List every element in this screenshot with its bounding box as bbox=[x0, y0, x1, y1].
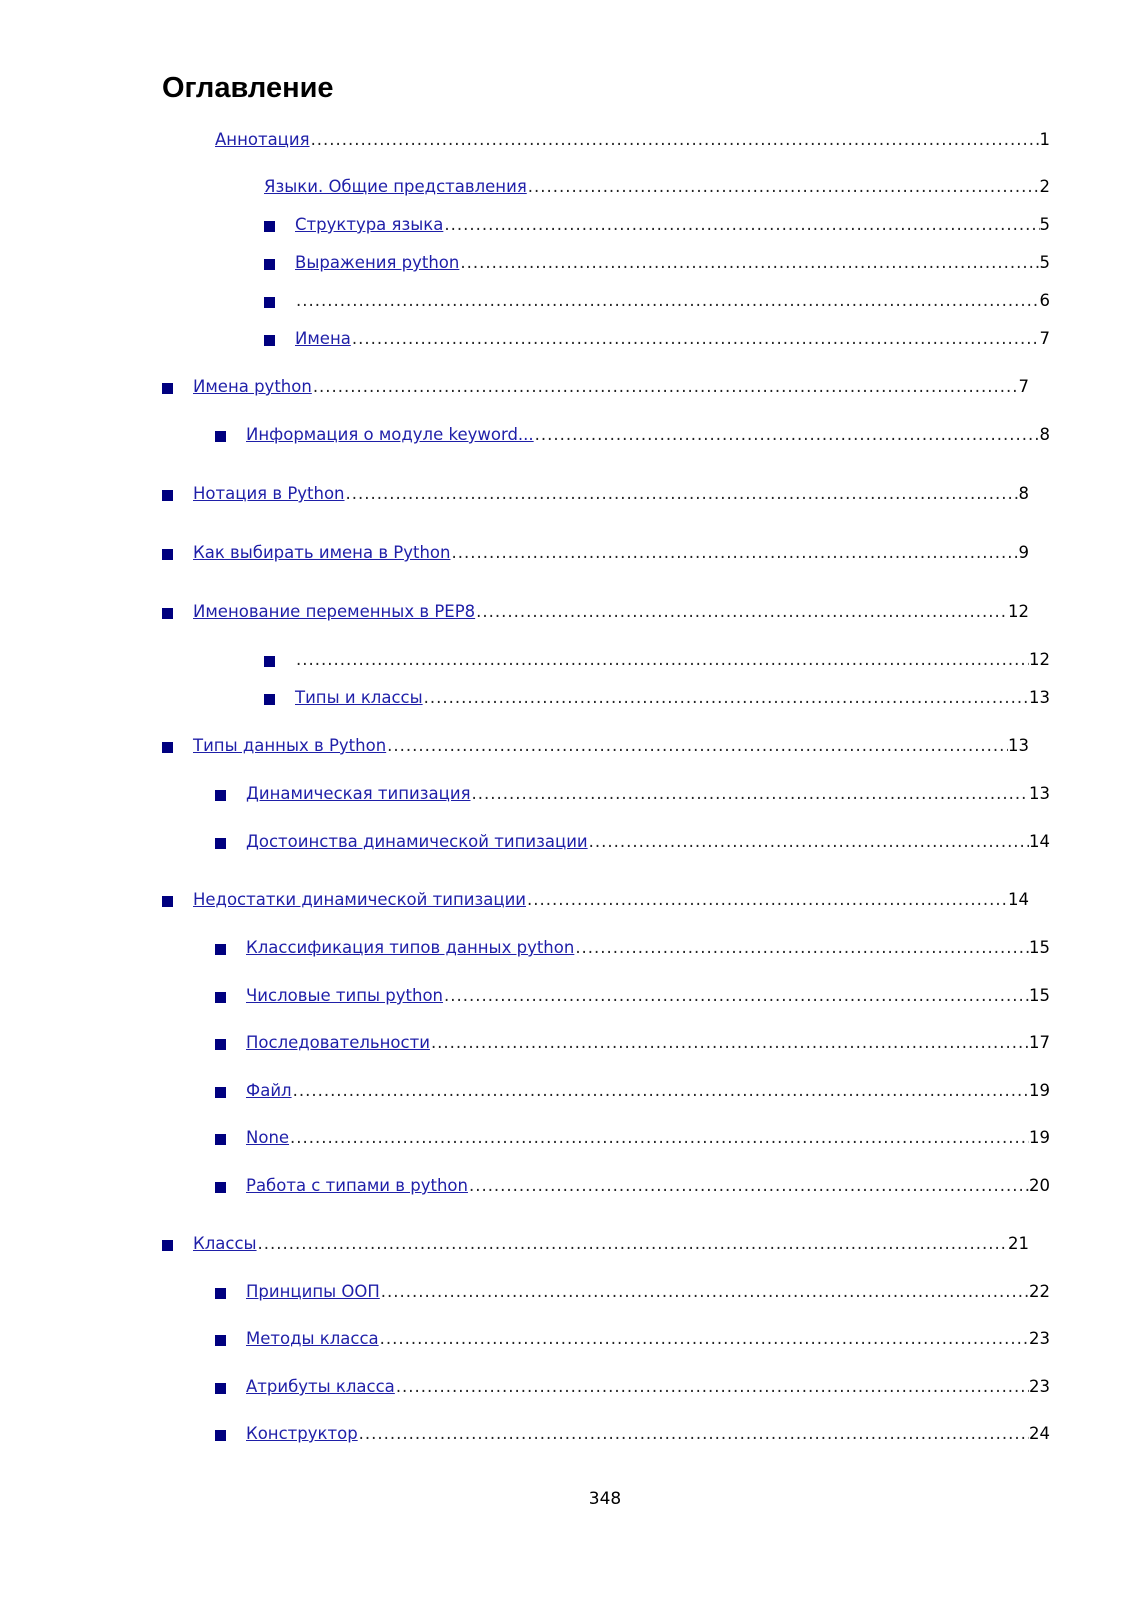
toc-entry[interactable] bbox=[264, 211, 1050, 235]
toc-entry-link[interactable]: Выражения python bbox=[295, 253, 460, 272]
toc-page-number: 7 bbox=[1039, 329, 1050, 348]
toc-page-number: 21 bbox=[1008, 1234, 1029, 1253]
toc-entry-link[interactable]: Динамическая типизация bbox=[246, 784, 471, 803]
dot-leader bbox=[574, 938, 1029, 958]
dot-leader bbox=[475, 602, 1008, 622]
toc-entry[interactable] bbox=[215, 934, 1050, 958]
square-bullet-icon bbox=[215, 1087, 226, 1098]
toc-entry-link[interactable]: Структура языка bbox=[295, 215, 444, 234]
square-bullet-icon bbox=[162, 742, 173, 753]
square-bullet-icon bbox=[215, 838, 226, 849]
toc-entry[interactable] bbox=[162, 732, 1029, 756]
square-bullet-icon bbox=[215, 1430, 226, 1441]
square-bullet-icon bbox=[162, 608, 173, 619]
square-bullet-icon bbox=[264, 221, 275, 232]
toc-page-number: 22 bbox=[1029, 1282, 1050, 1301]
square-bullet-icon bbox=[215, 992, 226, 1003]
toc-page-number: 2 bbox=[1039, 177, 1050, 196]
toc-entry[interactable] bbox=[162, 1230, 1029, 1254]
dot-leader bbox=[312, 377, 1019, 397]
toc-entry-link[interactable]: Нотация в Python bbox=[193, 484, 345, 503]
toc-entry-link[interactable]: Недостатки динамической типизации bbox=[193, 890, 527, 909]
toc-page-number: 12 bbox=[1029, 650, 1050, 669]
square-bullet-icon bbox=[215, 1134, 226, 1145]
toc-entry[interactable] bbox=[215, 1077, 1050, 1101]
toc-page-number: 9 bbox=[1018, 543, 1029, 562]
toc-entry-link[interactable]: Атрибуты класса bbox=[246, 1377, 395, 1396]
toc-entry-link[interactable]: Файл bbox=[246, 1081, 292, 1100]
toc-page-number: 24 bbox=[1029, 1424, 1050, 1443]
square-bullet-icon bbox=[162, 1240, 173, 1251]
toc-entry[interactable] bbox=[264, 646, 1050, 670]
toc-entry[interactable] bbox=[215, 1278, 1050, 1302]
toc-entry-link[interactable] bbox=[283, 652, 295, 670]
toc-entry[interactable] bbox=[264, 325, 1050, 349]
toc-entry[interactable] bbox=[215, 126, 1050, 150]
toc-entry-link[interactable]: Числовые типы python bbox=[246, 986, 444, 1005]
dot-leader bbox=[295, 650, 1029, 670]
dot-leader bbox=[351, 329, 1040, 349]
square-bullet-icon bbox=[162, 490, 173, 501]
toc-page-number: 14 bbox=[1008, 890, 1029, 909]
toc-entry[interactable] bbox=[215, 1124, 1050, 1148]
square-bullet-icon bbox=[215, 1335, 226, 1346]
dot-leader bbox=[471, 784, 1029, 804]
square-bullet-icon bbox=[264, 656, 275, 667]
square-bullet-icon bbox=[215, 1288, 226, 1299]
toc-entry[interactable] bbox=[215, 828, 1050, 852]
toc-page-number: 8 bbox=[1039, 425, 1050, 444]
dot-leader bbox=[443, 215, 1039, 235]
toc-page-number: 6 bbox=[1039, 291, 1050, 310]
toc-entry[interactable] bbox=[264, 287, 1050, 311]
square-bullet-icon bbox=[162, 896, 173, 907]
toc-entry-link[interactable]: Последовательности bbox=[246, 1033, 430, 1052]
dot-leader bbox=[443, 986, 1029, 1006]
dot-leader bbox=[345, 484, 1019, 504]
toc-entry[interactable] bbox=[215, 1373, 1050, 1397]
dot-leader bbox=[430, 1033, 1029, 1053]
square-bullet-icon bbox=[264, 694, 275, 705]
toc-page-number: 5 bbox=[1039, 215, 1050, 234]
page-title: Оглавление bbox=[162, 72, 334, 104]
toc-entry-link[interactable]: Информация о модуле keyword... bbox=[246, 425, 534, 444]
square-bullet-icon bbox=[215, 790, 226, 801]
toc-entry[interactable] bbox=[215, 1325, 1050, 1349]
toc-entry-link[interactable]: None bbox=[246, 1128, 290, 1147]
dot-leader bbox=[588, 832, 1029, 852]
toc-entry[interactable] bbox=[215, 1029, 1050, 1053]
square-bullet-icon bbox=[215, 431, 226, 442]
dot-leader bbox=[380, 1282, 1029, 1302]
toc-entry[interactable] bbox=[162, 480, 1029, 504]
dot-leader bbox=[379, 1329, 1029, 1349]
toc-entry-link[interactable]: Имена python bbox=[193, 377, 312, 396]
dot-leader bbox=[526, 890, 1008, 910]
toc-page-number: 23 bbox=[1029, 1329, 1050, 1348]
toc-entry[interactable] bbox=[264, 249, 1050, 273]
toc-page-number: 1 bbox=[1039, 130, 1050, 149]
toc-entry-link[interactable]: Методы класса bbox=[246, 1329, 379, 1348]
toc-entry-link[interactable]: Классификация типов данных python bbox=[246, 938, 575, 957]
toc-entry[interactable] bbox=[264, 173, 1050, 197]
toc-entry-link[interactable]: Аннотация bbox=[215, 130, 310, 149]
toc-entry[interactable] bbox=[162, 539, 1029, 563]
toc-page-number: 14 bbox=[1029, 832, 1050, 851]
square-bullet-icon bbox=[264, 259, 275, 270]
toc-entry[interactable] bbox=[215, 1172, 1050, 1196]
toc-page-number: 23 bbox=[1029, 1377, 1050, 1396]
toc-page-number: 19 bbox=[1029, 1081, 1050, 1100]
toc-entry[interactable] bbox=[264, 684, 1050, 708]
dot-leader bbox=[257, 1234, 1008, 1254]
toc-entry-link[interactable]: Достоинства динамической типизации bbox=[246, 832, 588, 851]
toc-entry[interactable] bbox=[162, 886, 1029, 910]
dot-leader bbox=[395, 1377, 1029, 1397]
dot-leader bbox=[292, 1081, 1029, 1101]
toc-entry-link[interactable]: Как выбирать имена в Python bbox=[193, 543, 451, 562]
toc-entry[interactable] bbox=[162, 373, 1029, 397]
dot-leader bbox=[310, 130, 1040, 150]
page-number: 348 bbox=[588, 1489, 622, 1509]
toc-entry-link[interactable]: Языки. Общие представления bbox=[264, 177, 527, 196]
toc-page-number: 17 bbox=[1029, 1033, 1050, 1052]
toc-entry[interactable] bbox=[215, 1420, 1050, 1444]
toc-entry[interactable] bbox=[215, 780, 1050, 804]
toc-page-number: 15 bbox=[1029, 986, 1050, 1005]
toc-page-number: 7 bbox=[1018, 377, 1029, 396]
toc-entry-link[interactable]: Конструктор bbox=[246, 1424, 358, 1443]
toc-page-number: 13 bbox=[1029, 784, 1050, 803]
toc-entry-link[interactable]: Классы bbox=[193, 1234, 257, 1253]
square-bullet-icon bbox=[264, 297, 275, 308]
square-bullet-icon bbox=[162, 383, 173, 394]
toc-page-number: 13 bbox=[1029, 688, 1050, 707]
square-bullet-icon bbox=[215, 1383, 226, 1394]
toc-entry-link[interactable]: Типы данных в Python bbox=[193, 736, 387, 755]
toc-page-number: 8 bbox=[1018, 484, 1029, 503]
dot-leader bbox=[459, 253, 1039, 273]
dot-leader bbox=[450, 543, 1018, 563]
toc-page-number: 19 bbox=[1029, 1128, 1050, 1147]
toc-entry[interactable] bbox=[215, 982, 1050, 1006]
dot-leader bbox=[423, 688, 1029, 708]
dot-leader bbox=[468, 1176, 1029, 1196]
toc-page-number: 13 bbox=[1008, 736, 1029, 755]
toc-page-number: 20 bbox=[1029, 1176, 1050, 1195]
dot-leader bbox=[295, 291, 1040, 311]
toc-entry-link[interactable]: Работа с типами в python bbox=[246, 1176, 468, 1195]
toc-entry[interactable] bbox=[162, 598, 1029, 622]
toc-page-number: 5 bbox=[1039, 253, 1050, 272]
toc-page-number: 12 bbox=[1008, 602, 1029, 621]
dot-leader bbox=[534, 425, 1040, 445]
toc-entry-link[interactable]: Именование переменных в PEP8 bbox=[193, 602, 476, 621]
toc-entry-link[interactable]: Типы и классы bbox=[295, 688, 423, 707]
square-bullet-icon bbox=[215, 944, 226, 955]
dot-leader bbox=[358, 1424, 1029, 1444]
square-bullet-icon bbox=[264, 335, 275, 346]
square-bullet-icon bbox=[215, 1182, 226, 1193]
dot-leader bbox=[527, 177, 1040, 197]
toc-entry-link[interactable] bbox=[283, 293, 295, 311]
dot-leader bbox=[386, 736, 1008, 756]
square-bullet-icon bbox=[162, 549, 173, 560]
toc-page-number: 15 bbox=[1029, 938, 1050, 957]
toc-entry[interactable] bbox=[215, 421, 1050, 445]
square-bullet-icon bbox=[215, 1039, 226, 1050]
toc-entry-link[interactable]: Принципы ООП bbox=[246, 1282, 380, 1301]
toc-entry-link[interactable]: Имена bbox=[295, 329, 351, 348]
dot-leader bbox=[289, 1128, 1029, 1148]
